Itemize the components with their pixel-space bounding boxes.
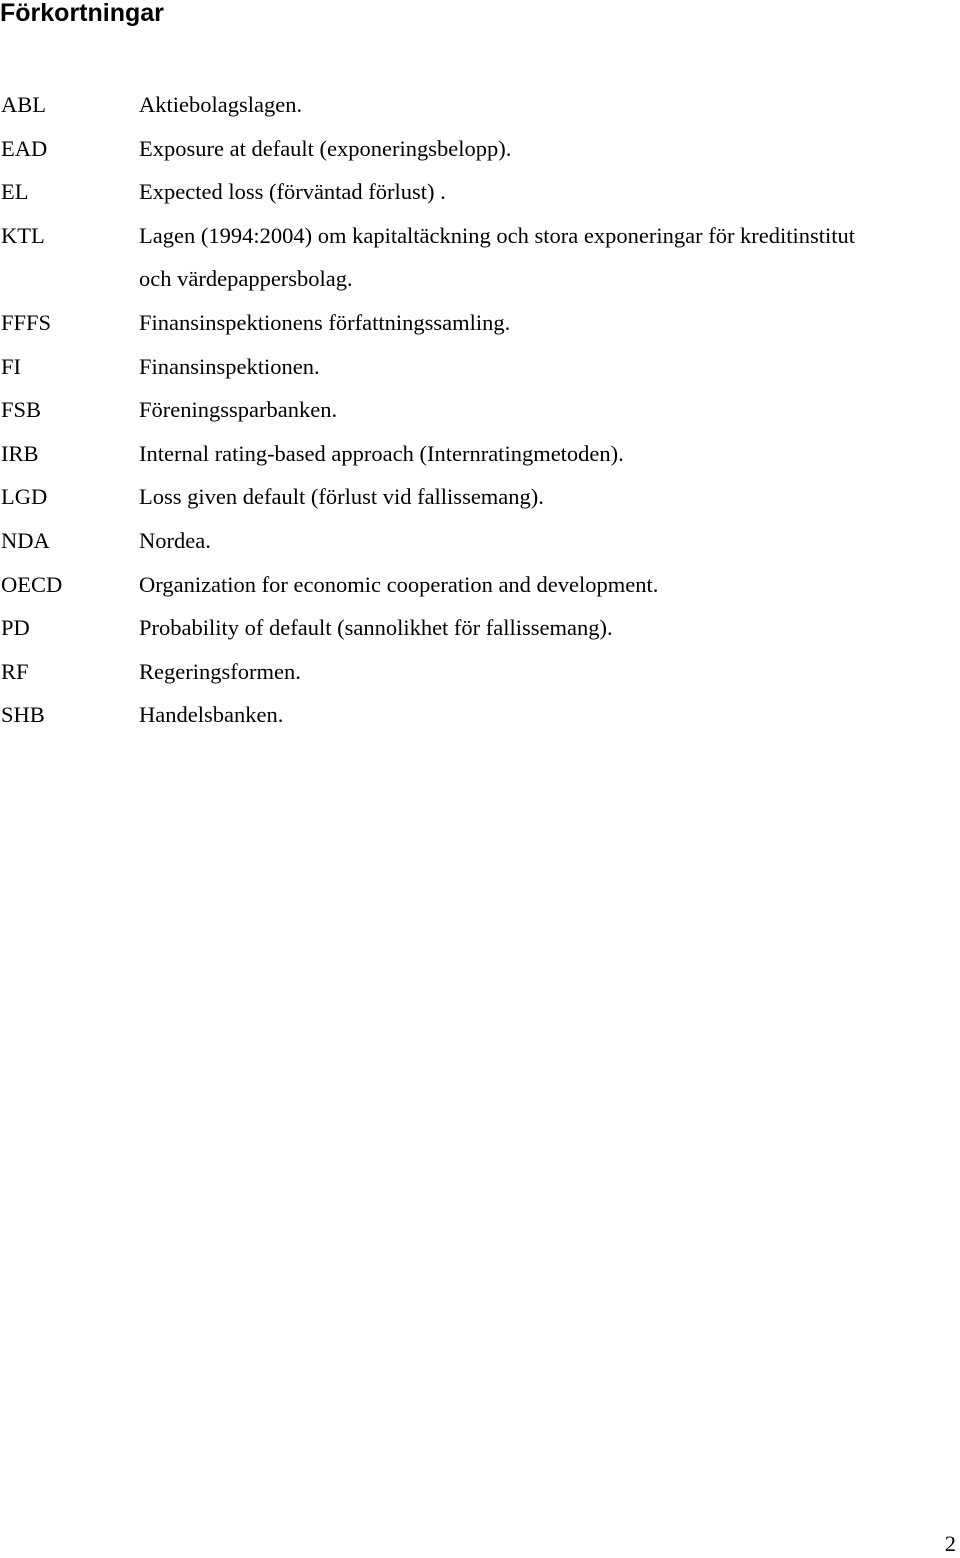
abbreviation-row-lgd [0,475,960,519]
abbreviation-definition: Loss given default (förlust vid fallissemang). [139,484,544,510]
abbreviation-definition: Handelsbanken. [139,702,284,728]
abbreviation-definition: Nordea. [139,527,211,553]
abbreviation-term: NDA [1,527,50,553]
abbreviation-term: EAD [1,135,48,161]
abbreviation-row-ktl-continued [0,257,960,301]
abbreviation-term: ABL [1,92,46,117]
abbreviation-term: KTL [1,222,45,248]
abbreviation-term: IRB [1,440,39,466]
abbreviation-term: FFFS [1,309,52,335]
abbreviation-row-fsb [0,388,960,432]
abbreviation-definition: Internal rating-based approach (Internratingmetoden). [139,440,624,466]
abbreviation-row-el [0,170,960,214]
abbreviation-definition: Regeringsformen. [139,658,301,684]
abbreviation-term: SHB [1,702,45,728]
abbreviation-row-fi [0,345,960,389]
abbreviation-row-fffs [0,301,960,345]
abbreviation-definition: Expected loss (förväntad förlust) . [139,179,446,205]
abbreviation-row-abl [0,83,960,127]
abbreviation-definition: Föreningssparbanken. [139,397,338,423]
abbreviation-row-rf [0,650,960,694]
abbreviation-row-irb [0,432,960,476]
abbreviation-definition: Finansinspektionens författningssamling. [139,309,511,335]
abbreviation-definition: Finansinspektionen. [139,353,320,379]
abbreviation-row-pd [0,606,960,650]
abbreviation-term: FSB [1,397,42,423]
page-number: 2 [944,1531,956,1556]
abbreviation-definition-continued: och värdepappersbolag. [139,266,353,292]
abbreviation-row-ktl [0,214,960,258]
abbreviation-list [0,83,960,737]
abbreviation-definition: Exposure at default (exponeringsbelopp). [139,135,512,161]
abbreviation-definition: Aktiebolagslagen. [139,92,303,117]
abbreviation-definition: Organization for economic cooperation and development. [139,571,659,597]
page-title: Förkortningar [0,0,164,27]
abbreviation-term: RF [1,658,29,684]
abbreviation-row-shb [0,693,960,737]
abbreviation-term: EL [1,179,29,205]
abbreviation-definition: Probability of default (sannolikhet för fallissemang). [139,615,613,641]
abbreviation-term: PD [1,615,30,641]
abbreviation-row-ead [0,127,960,171]
abbreviation-row-oecd [0,563,960,607]
abbreviation-term: OECD [1,571,63,597]
abbreviation-definition: Lagen (1994:2004) om kapitaltäckning och stora exponeringar för kreditinstitut [139,222,856,248]
abbreviation-row-nda [0,519,960,563]
abbreviation-term: LGD [1,484,48,510]
abbreviation-term: FI [1,353,22,379]
